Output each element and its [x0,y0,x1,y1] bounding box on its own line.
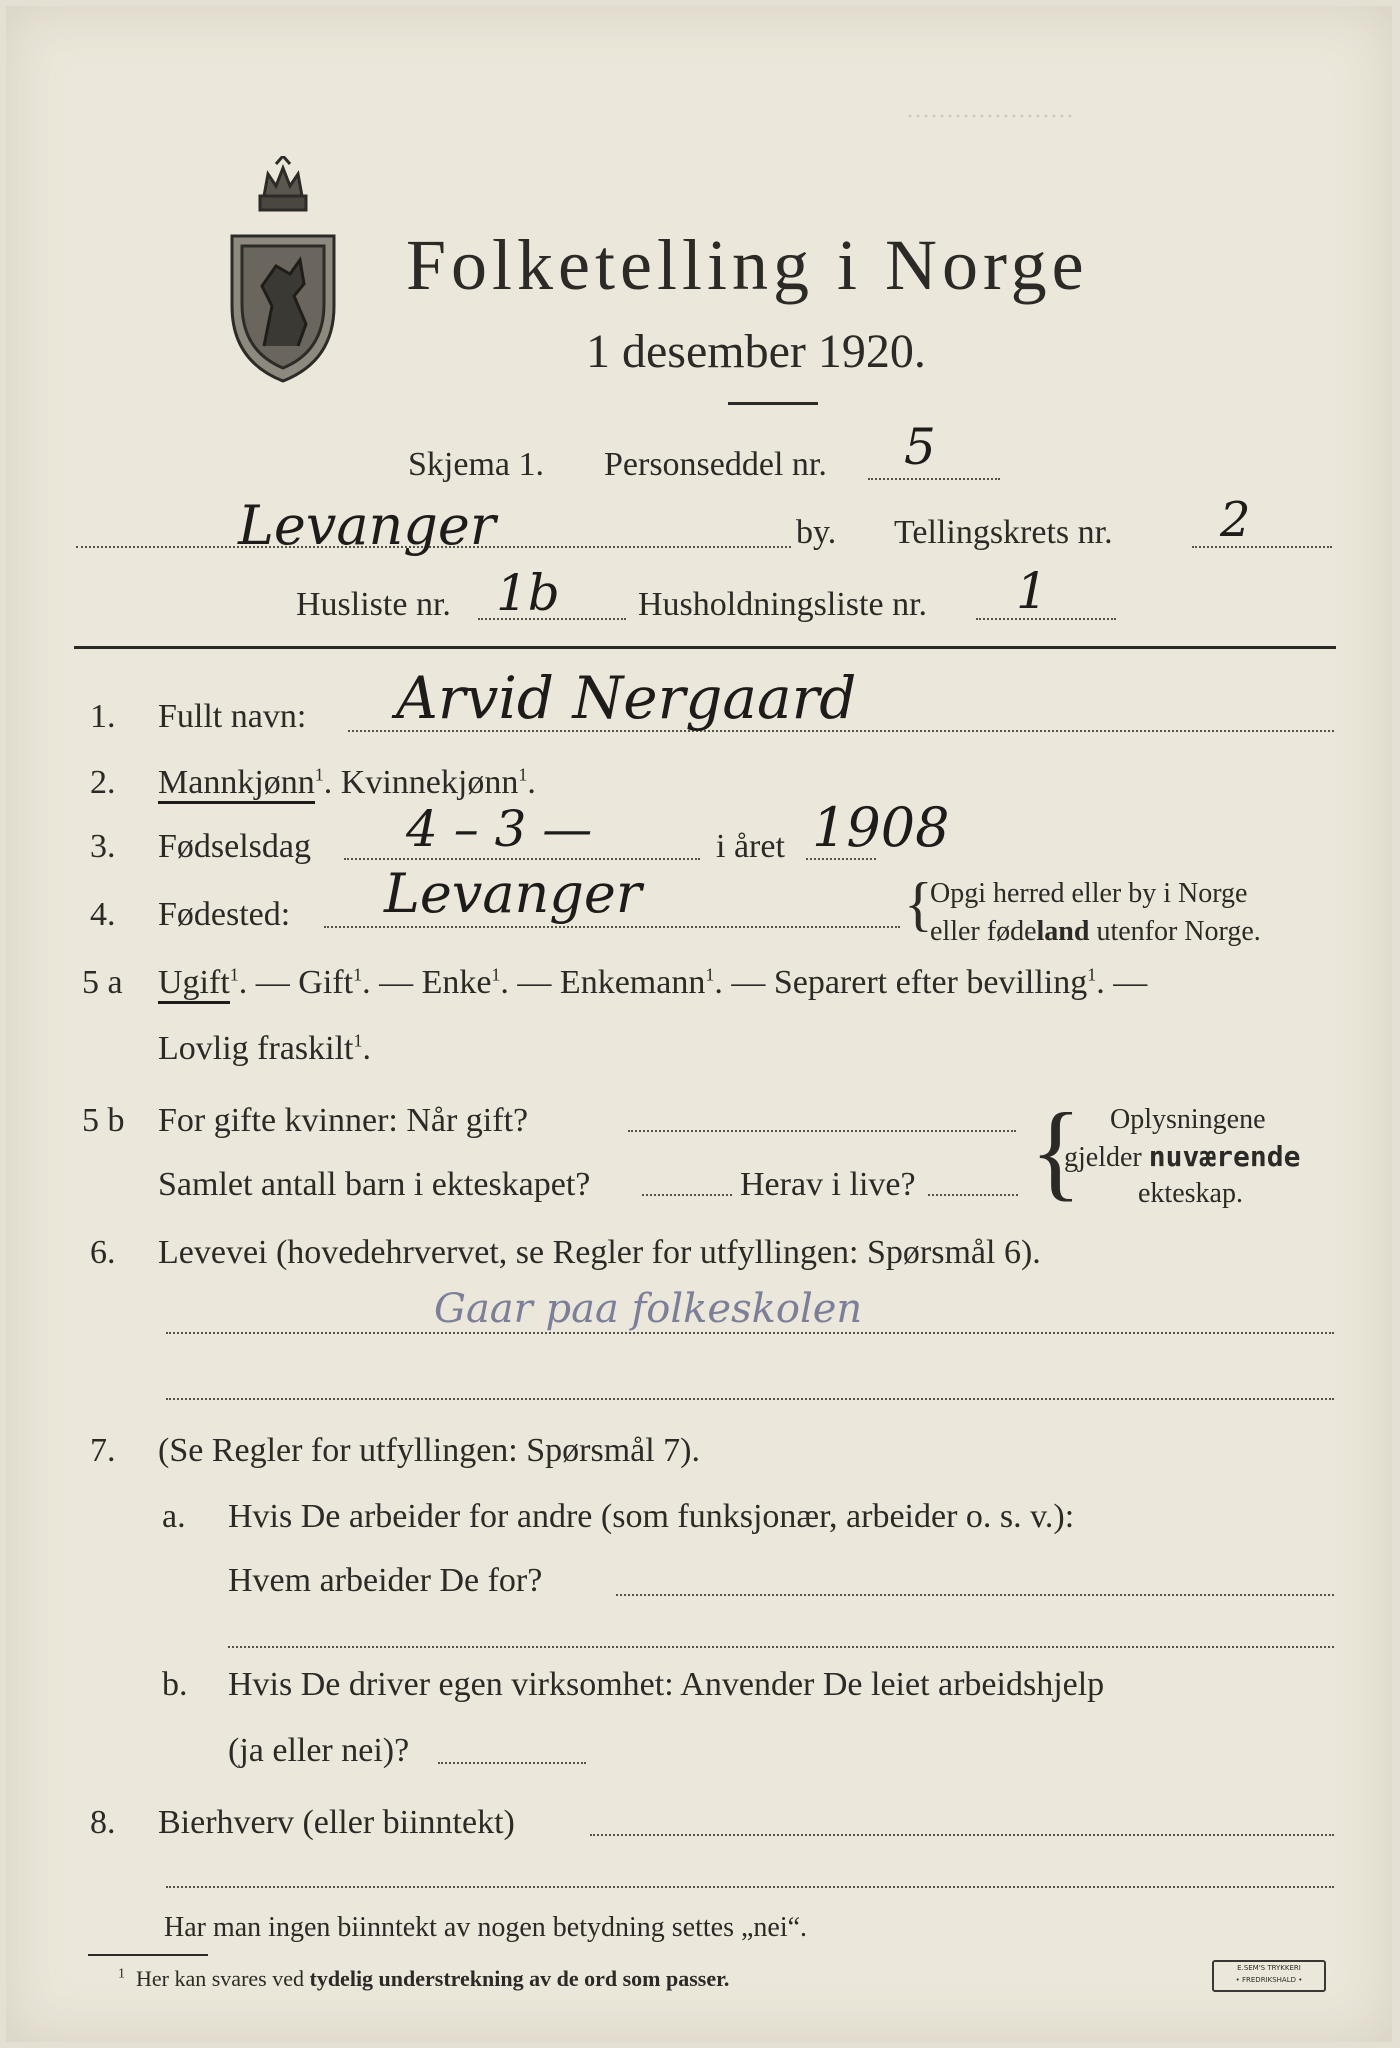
q3-label: Fødselsdag [158,828,311,865]
by-label: by. [796,514,837,551]
by-value: Levanger [238,494,496,557]
footnote [118,1966,729,1992]
hired-help-field[interactable] [438,1762,586,1764]
gender-options [158,764,536,802]
census-date: 1 desember 1920. [586,325,926,378]
year-label: i året [716,828,785,865]
employer-field[interactable] [616,1594,1334,1596]
header-divider [74,646,1336,649]
option-kvinnekjonn[interactable]: Kvinnekjønn [340,764,519,801]
husholdning-label: Husholdningsliste nr. [638,586,928,623]
q8-number: 8. [90,1804,116,1841]
q5a-number: 5 a [82,964,123,1001]
q1-number: 1. [90,698,116,735]
separator: . — [714,964,766,1001]
personseddel-value: 5 [904,418,936,476]
option-mannkjonn[interactable]: Mannkjønn [158,764,315,804]
separator: . — [1096,964,1148,1001]
when-married-field[interactable] [628,1130,1016,1132]
brace-q4: { [904,871,933,937]
side-income-line-2[interactable] [166,1886,1334,1888]
option-gift[interactable]: Gift [298,964,354,1001]
option-lovlig-fraskilt[interactable]: Lovlig fraskilt [158,1030,354,1067]
birth-year-value: 1908 [812,796,950,859]
q7-label: (Se Regler for utfyllingen: Spørsmål 7). [158,1432,701,1469]
q7a-letter: a. [162,1498,186,1535]
note-bold: land [1036,916,1090,947]
printer-line-1: E.SEM'S TRYKKERI [1237,1964,1301,1972]
footnote-mark: 1 [518,764,528,785]
occupation-line-2[interactable] [166,1398,1334,1400]
tellingskrets-label: Tellingskrets nr. [894,514,1113,551]
occupation-value: Gaar paa folkeskolen [434,1286,863,1332]
children-total-field[interactable] [642,1194,732,1196]
q7b-line1: Hvis De driver egen virksomhet: Anvender De leiet arbeidshjelp [228,1666,1105,1703]
husliste-label: Husliste nr. [296,586,451,623]
q5b-note-line3: ekteskap. [1138,1178,1243,1209]
q7b-line2: (ja eller nei)? [228,1732,410,1769]
q7b-letter: b. [162,1666,188,1703]
footnote-text: Her kan svares ved [136,1966,310,1991]
q7a-line2: Hvem arbeider De for? [228,1562,543,1599]
employer-line-2[interactable] [228,1646,1334,1648]
q5b-note-line2 [1064,1140,1300,1174]
title-rule [728,402,818,405]
birthplace-note-line1: Opgi herred eller by i Norge [930,878,1248,909]
footnote-mark: 1 [1087,964,1097,985]
q7a-line1: Hvis De arbeider for andre (som funksjonær, arbeider o. s. v.): [228,1498,1075,1535]
occupation-line-1[interactable] [166,1332,1334,1334]
q6-number: 6. [90,1234,116,1271]
separator: . [527,764,536,801]
note-text: utenfor Norge. [1089,916,1261,947]
personseddel-field[interactable] [868,478,1000,480]
q1-label: Fullt navn: [158,698,307,735]
footnote-bold: tydelig understrekning av de ord som passer. [309,1966,730,1991]
separator: . — [500,964,552,1001]
q7-number: 7. [90,1432,116,1469]
birthday-field[interactable] [344,858,700,860]
tellingskrets-field[interactable] [1192,546,1332,548]
husholdning-value: 1 [1016,562,1048,620]
printer-stamp [1212,1960,1326,1992]
option-ugift[interactable]: Ugift [158,964,230,1004]
option-enkemann[interactable]: Enkemann [559,964,706,1001]
full-name-value: Arvid Nergaard [396,664,857,732]
printer-line-2: • FREDRIKSHALD • [1235,1976,1303,1984]
q3-number: 3. [90,828,116,865]
page-title: Folketelling i Norge [406,225,1089,305]
separator: . [362,1030,371,1067]
q5b-when-married-label: For gifte kvinner: Når gift? [158,1102,529,1139]
side-income-field[interactable] [590,1834,1334,1836]
option-enke[interactable]: Enke [421,964,492,1001]
children-alive-field[interactable] [928,1194,1018,1196]
note-bold: nuværende [1148,1140,1301,1173]
brace-q5b: { [1030,1092,1082,1211]
q5b-number: 5 b [82,1102,125,1139]
footnote-mark: 1 [353,964,363,985]
q6-label: Levevei (hovedehrvervet, se Regler for utfyllingen: Spørsmål 6). [158,1234,1041,1271]
q8-label: Bierhverv (eller biinntekt) [158,1804,515,1841]
q4-label: Fødested: [158,896,291,933]
census-form-sheet [6,6,1392,2042]
bleed-through-text: ····················· [906,104,1074,130]
footnote-mark: 1 [705,964,715,985]
husliste-value: 1b [496,564,560,622]
q2-number: 2. [90,764,116,801]
note-text: gjelder [1064,1142,1149,1173]
personseddel-label: Personseddel nr. [604,446,827,483]
coat-of-arms-icon [224,156,342,393]
footnote-mark: 1 [314,764,324,785]
q5b-children-label: Samlet antall barn i ekteskapet? [158,1166,591,1203]
option-separert[interactable]: Separert efter bevilling [773,964,1088,1001]
separator: . [323,764,333,801]
q5b-note-line1: Oplysningene [1110,1104,1266,1135]
footnote-mark: 1 [491,964,501,985]
birthday-value: 4 – 3 — [406,800,593,858]
q5b-alive-label: Herav i live? [740,1166,916,1203]
birthplace-note-line2 [930,916,1261,948]
footnote-mark: 1 [229,964,239,985]
skjema-label: Skjema 1. [408,446,544,483]
footnote-mark: 1 [118,1966,125,1982]
birthplace-value: Levanger [384,862,642,925]
q4-number: 4. [90,896,116,933]
footnote-mark: 1 [353,1030,363,1051]
separator: . — [362,964,414,1001]
footer-note: Har man ingen biinntekt av nogen betydning settes „nei“. [164,1912,808,1943]
note-text: eller føde [930,916,1037,947]
marital-status-options [158,964,1147,1002]
footnote-rule [88,1954,208,1956]
separator: . — [238,964,290,1001]
tellingskrets-value: 2 [1220,492,1251,548]
marital-status-options-line2 [158,1030,371,1068]
birthplace-field[interactable] [324,926,900,928]
